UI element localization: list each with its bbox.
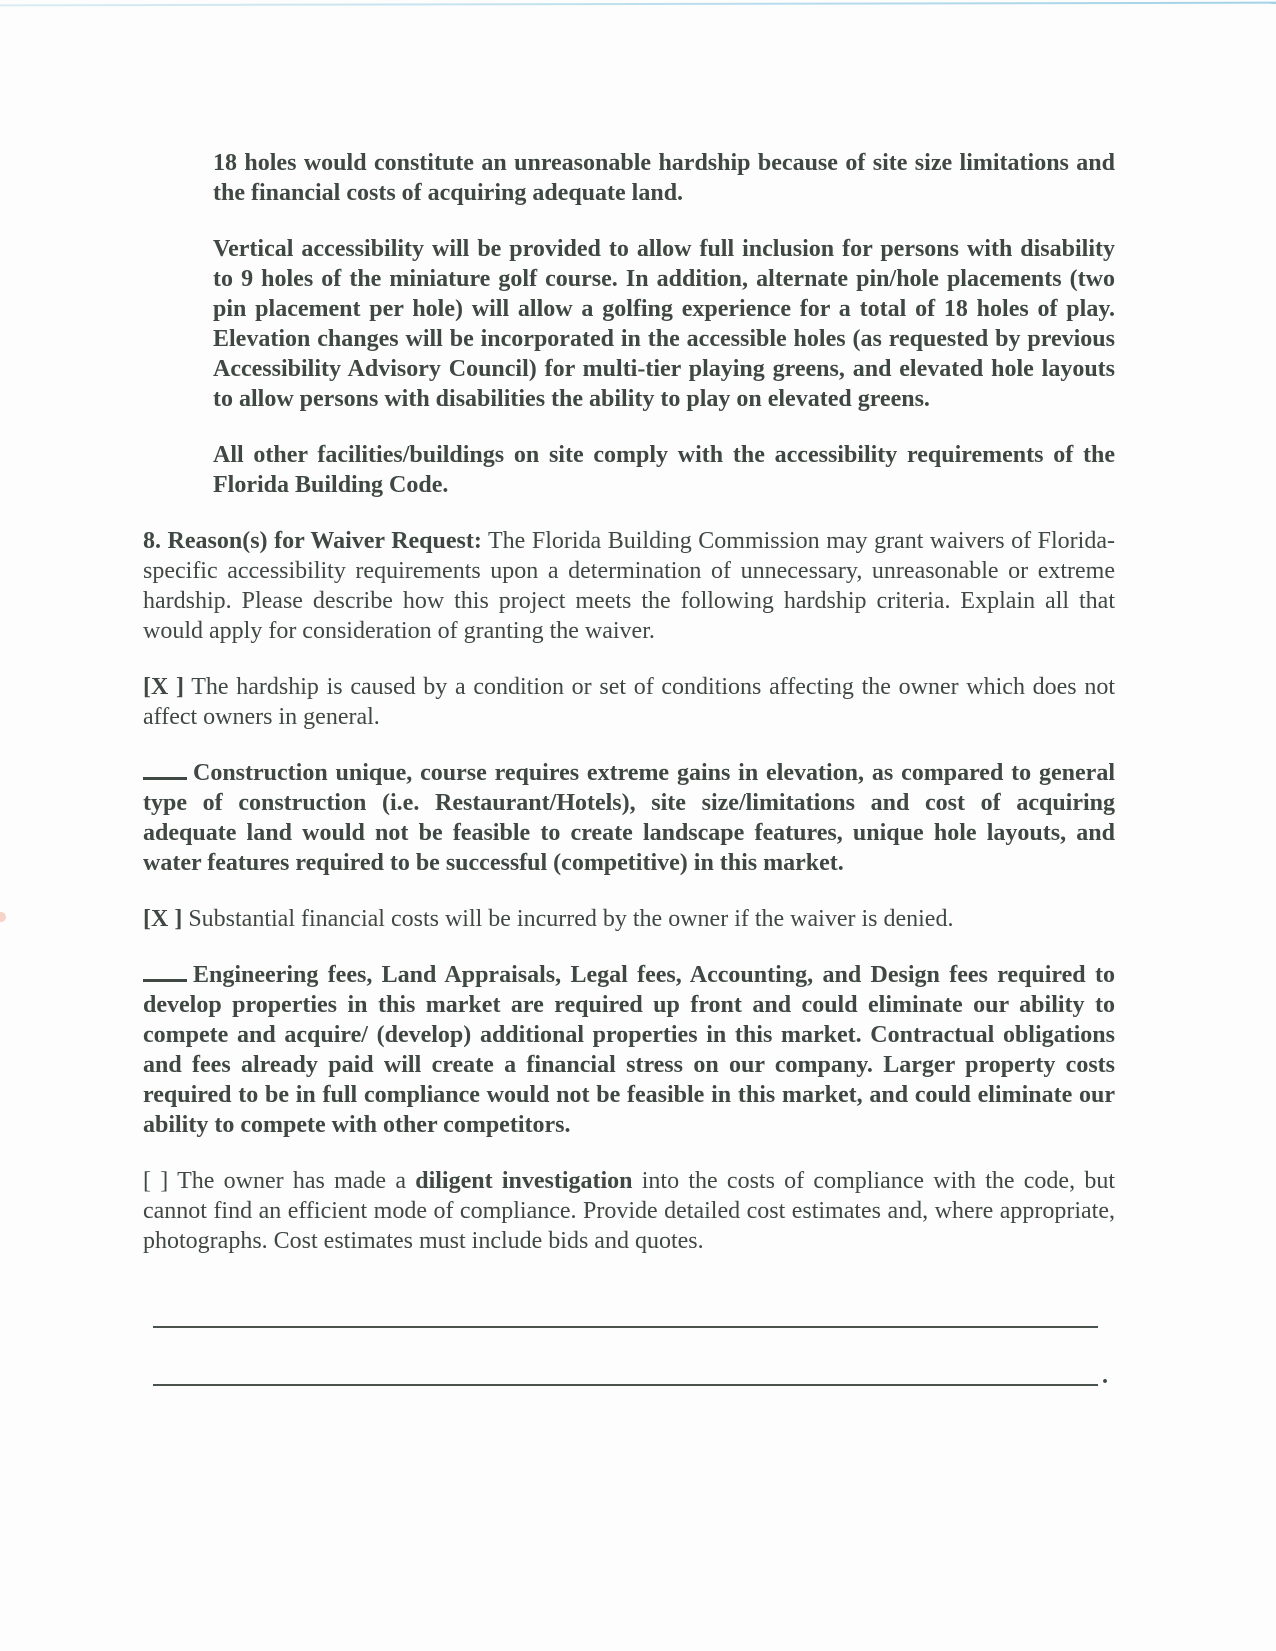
scan-artifact-top-line	[0, 2, 1276, 7]
answer-blank-line-2	[153, 1384, 1098, 1386]
criterion-substantial-costs-text: Substantial financial costs will be incurred by the owner if the waiver is denied.	[182, 906, 954, 932]
paragraph-site-size-limitations: 18 holes would constitute an unreasonable hardship because of site size limitations and the financial costs of acquiring adequate land.	[213, 150, 1115, 206]
scan-artifact-smudge	[0, 912, 6, 922]
criterion-diligent-text-after: into the costs of compliance with the code, but cannot find an efficient mode of compliance. Provide detailed cost estimates and, where appropriate, photographs. Cost estimates must include bids and quotes.	[143, 1168, 1115, 1254]
checkbox-marker-unchecked: [ ]	[143, 1168, 169, 1194]
blank-underline	[143, 773, 187, 780]
paragraph-section-8-reasons	[143, 526, 1115, 646]
section-8-body-text: The Florida Building Commission may grant waivers of Florida-specific accessibility requirements upon a determination of unnecessary, unreasonable or extreme hardship. Please describe how this project meets the following hardship criteria. Explain all that would apply for consideration of granting the waiver.	[143, 528, 1115, 644]
criterion-construction-unique-text: Construction unique, course requires extreme gains in elevation, as compared to general type of construction (i.e. Restaurant/Hotels), site size/limitations and cost of acquiring adequate land would not be feasible to create landscape features, unique hole layouts, and water features required to be successful (competitive) in this market.	[143, 760, 1115, 876]
criterion-fees	[143, 960, 1115, 1140]
paragraph-other-facilities-comply: All other facilities/buildings on site comply with the accessibility requirements of the Florida Building Code.	[213, 442, 1115, 498]
criterion-diligent-text-before: The owner has made a	[168, 1168, 416, 1194]
paragraph-vertical-accessibility: Vertical accessibility will be provided to allow full inclusion for persons with disability to 9 holes of the miniature golf course. In addition, alternate pin/hole placements (two pin placement per hole) will allow a golfing experience for a total of 18 holes of play. Elevation changes will be incorporated in the accessible holes (as requested by previous Accessibility Advisory Council) for multi-tier playing greens, and elevated hole layouts to allow persons with disabilities the ability to play on elevated greens.	[213, 236, 1115, 412]
answer-blank-line-2-row	[153, 1363, 1108, 1389]
criterion-substantial-costs	[143, 904, 1115, 934]
document-content	[143, 148, 1115, 1389]
checkbox-marker-checked: [X ]	[143, 674, 185, 700]
section-8-heading: 8. Reason(s) for Waiver Request:	[143, 528, 482, 554]
criterion-hardship-condition-text: The hardship is caused by a condition or set of conditions affecting the owner which does not affect owners in general.	[143, 674, 1115, 730]
criterion-diligent-bold-phrase: diligent investigation	[415, 1168, 633, 1194]
criterion-diligent-investigation	[143, 1166, 1115, 1256]
blank-underline	[143, 975, 187, 982]
checkbox-marker-checked: [X ]	[143, 906, 183, 932]
criterion-construction-unique	[143, 758, 1115, 878]
trailing-period: .	[1102, 1363, 1108, 1389]
criterion-hardship-condition	[143, 672, 1115, 732]
answer-lines	[153, 1326, 1108, 1389]
criterion-fees-text: Engineering fees, Land Appraisals, Legal fees, Accounting, and Design fees required to develop properties in this market are required up front and could eliminate our ability to compete and acquire/ (develop) additional properties in this market. Contractual obligations and fees already paid will create a financial stress on our company. Larger property costs required to be in full compliance would not be feasible in this market, and could eliminate our ability to compete with other competitors.	[143, 962, 1115, 1138]
answer-blank-line-1	[153, 1326, 1098, 1328]
